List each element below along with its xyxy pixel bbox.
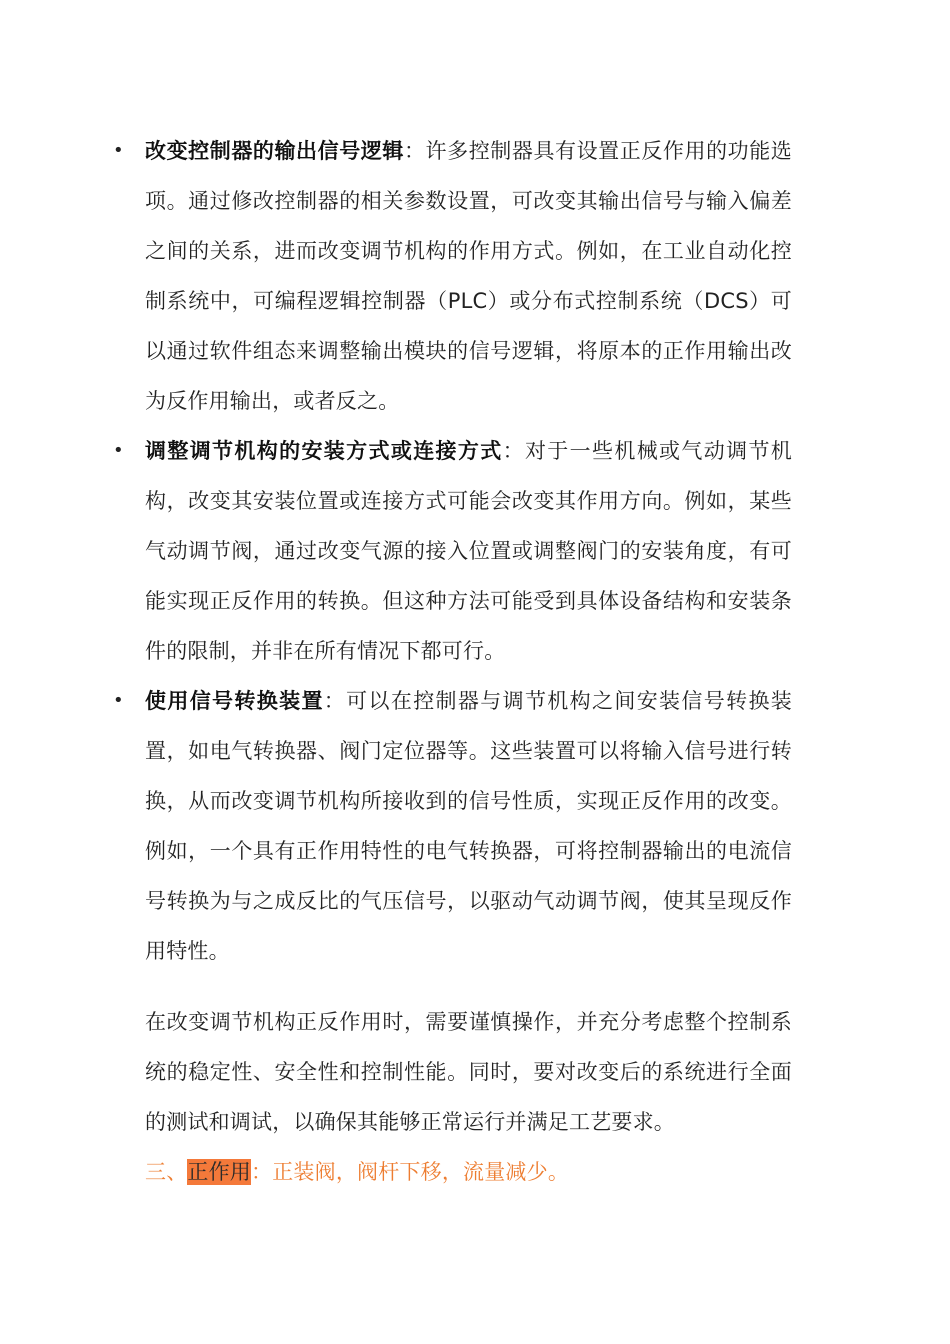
bullet-dot-icon: • bbox=[113, 690, 124, 711]
item-colon: ： bbox=[502, 439, 525, 463]
heading-highlight: 正作用 bbox=[187, 1160, 252, 1184]
item-text: 许多控制器具有设置正反作用的功能选项。通过修改控制器的相关参数设置，可改变其输出信号与输入偏差之间的关系，进而改变调节机构的作用方式。例如，在工业自动化控制系统中，可编程逻辑控制器（PLC）或分布式控制系统（DCS）可以通过软件组态来调整输出模块的信号逻辑，将原本的正作用输出改为反作用输出，或者反之。 bbox=[145, 139, 793, 413]
list-item-installation bbox=[0, 426, 950, 676]
summary-paragraph: 在改变调节机构正反作用时，需要谨慎操作，并充分考虑整个控制系统的稳定性、安全性和控制性能。同时，要对改变后的系统进行全面的测试和调试，以确保其能够正常运行并满足工艺要求。 bbox=[145, 1010, 792, 1134]
method-list bbox=[0, 126, 950, 976]
item-lead: 使用信号转换装置 bbox=[145, 689, 324, 713]
item-colon: ： bbox=[323, 689, 347, 713]
section-heading bbox=[145, 1147, 569, 1197]
list-item-controller-logic bbox=[0, 126, 950, 426]
heading-suffix: ：正装阀，阀杆下移，流量减少。 bbox=[251, 1160, 570, 1184]
bullet-dot-icon: • bbox=[113, 440, 124, 461]
item-colon: ： bbox=[403, 139, 426, 163]
bullet-dot-icon: • bbox=[113, 140, 124, 161]
item-lead: 调整调节机构的安装方式或连接方式 bbox=[145, 439, 503, 463]
list-item-signal-converter bbox=[0, 676, 950, 976]
item-text: 对于一些机械或气动调节机构，改变其安装位置或连接方式可能会改变其作用方向。例如，某些气动调节阀，通过改变气源的接入位置或调整阀门的安装角度，有可能实现正反作用的转换。但这种方法可能受到具体设备结构和安装条件的限制，并非在所有情况下都可行。 bbox=[145, 439, 792, 663]
item-lead: 改变控制器的输出信号逻辑 bbox=[145, 139, 404, 163]
item-text: 可以在控制器与调节机构之间安装信号转换装置，如电气转换器、阀门定位器等。这些装置可以将输入信号进行转换，从而改变调节机构所接收到的信号性质，实现正反作用的改变。例如，一个具有正作用特性的电气转换器，可将控制器输出的电流信号转换为与之成反比的气压信号，以驱动气动调节阀，使其呈现反作用特性。 bbox=[145, 689, 792, 963]
heading-prefix: 三、 bbox=[145, 1160, 188, 1184]
